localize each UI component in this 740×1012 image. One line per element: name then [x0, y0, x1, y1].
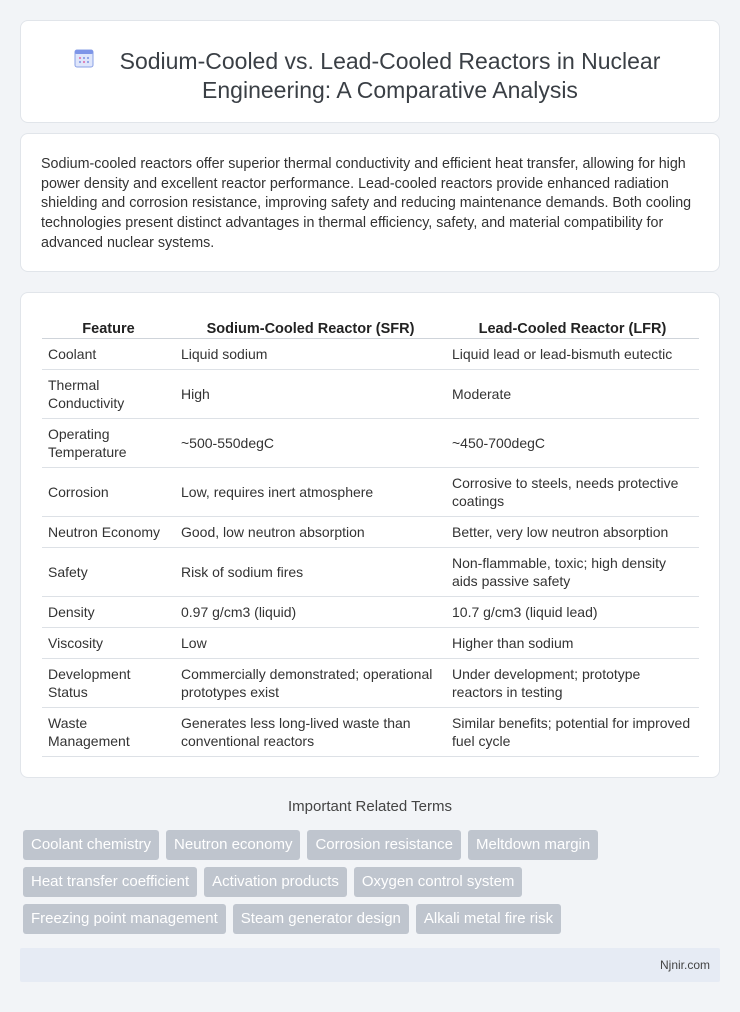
sfr-cell: ~500-550degC: [175, 418, 446, 467]
comparison-table: [42, 316, 699, 757]
sfr-cell: Good, low neutron absorption: [175, 516, 446, 547]
term-tag[interactable]: Oxygen control system: [354, 867, 523, 897]
sfr-cell: Low, requires inert atmosphere: [175, 467, 446, 516]
comparison-table-card: [20, 292, 720, 778]
lfr-cell: ~450-700degC: [446, 418, 699, 467]
header-feature: Feature: [42, 316, 175, 338]
term-tag[interactable]: Alkali metal fire risk: [416, 904, 561, 934]
sfr-cell: Commercially demonstrated; operational prototypes exist: [175, 658, 446, 707]
sfr-cell: 0.97 g/cm3 (liquid): [175, 596, 446, 627]
feature-cell: Neutron Economy: [42, 516, 175, 547]
feature-cell: Safety: [42, 547, 175, 596]
header-sfr: Sodium-Cooled Reactor (SFR): [175, 316, 446, 338]
lfr-cell: Liquid lead or lead-bismuth eutectic: [446, 338, 699, 369]
feature-cell: Viscosity: [42, 627, 175, 658]
table-row: [42, 658, 699, 707]
term-tag[interactable]: Steam generator design: [233, 904, 409, 934]
summary-card: [20, 133, 720, 272]
term-tag[interactable]: Freezing point management: [23, 904, 226, 934]
page-title: Sodium-Cooled vs. Lead-Cooled Reactors in Nuclear Engineering: A Comparative Analysis: [119, 48, 661, 103]
sfr-cell: Generates less long-lived waste than conventional reactors: [175, 707, 446, 756]
feature-cell: Operating Temperature: [42, 418, 175, 467]
lfr-cell: Higher than sodium: [446, 627, 699, 658]
term-tag[interactable]: Neutron economy: [166, 830, 300, 860]
term-tag[interactable]: Activation products: [204, 867, 347, 897]
table-row: [42, 707, 699, 756]
summary-paragraph: Sodium-cooled reactors offer superior thermal conductivity and efficient heat transfer, allowing for high power density and excellent reactor performance. Lead-cooled reactors provide enhanced radiation shielding and corrosion resistance, improving safety and reducing maintenance demands. Both cooling technologies present distinct advantages in thermal efficiency, safety, and material compatibility for advanced nuclear systems.: [41, 156, 692, 251]
sfr-cell: High: [175, 369, 446, 418]
table-header-row: [42, 316, 699, 338]
lfr-cell: Moderate: [446, 369, 699, 418]
table-row: [42, 627, 699, 658]
feature-cell: Development Status: [42, 658, 175, 707]
term-tag[interactable]: Coolant chemistry: [23, 830, 159, 860]
lfr-cell: Similar benefits; potential for improved fuel cycle: [446, 707, 699, 756]
footer: [20, 948, 720, 982]
table-row: [42, 338, 699, 369]
feature-cell: Density: [42, 596, 175, 627]
feature-cell: Corrosion: [42, 467, 175, 516]
table-row: [42, 467, 699, 516]
table-row: [42, 418, 699, 467]
table-row: [42, 369, 699, 418]
related-terms-heading: Important Related Terms: [288, 798, 452, 815]
related-terms: [23, 830, 723, 941]
feature-cell: Coolant: [42, 338, 175, 369]
lfr-cell: Corrosive to steels, needs protective coatings: [446, 467, 699, 516]
header-lfr: Lead-Cooled Reactor (LFR): [446, 316, 699, 338]
feature-cell: Waste Management: [42, 707, 175, 756]
sfr-cell: Risk of sodium fires: [175, 547, 446, 596]
term-tag[interactable]: Heat transfer coefficient: [23, 867, 197, 897]
lfr-cell: Better, very low neutron absorption: [446, 516, 699, 547]
lfr-cell: 10.7 g/cm3 (liquid lead): [446, 596, 699, 627]
title-card: [20, 20, 720, 123]
sfr-cell: Liquid sodium: [175, 338, 446, 369]
table-row: [42, 516, 699, 547]
term-row: [23, 867, 723, 897]
table-row: [42, 547, 699, 596]
sfr-cell: Low: [175, 627, 446, 658]
feature-cell: Thermal Conductivity: [42, 369, 175, 418]
term-tag[interactable]: Corrosion resistance: [307, 830, 461, 860]
footer-site-link[interactable]: Njnir.com: [659, 958, 710, 972]
lfr-cell: Under development; prototype reactors in testing: [446, 658, 699, 707]
term-tag[interactable]: Meltdown margin: [468, 830, 598, 860]
term-row: [23, 830, 723, 860]
lfr-cell: Non-flammable, toxic; high density aids passive safety: [446, 547, 699, 596]
table-row: [42, 596, 699, 627]
term-row: [23, 904, 723, 934]
